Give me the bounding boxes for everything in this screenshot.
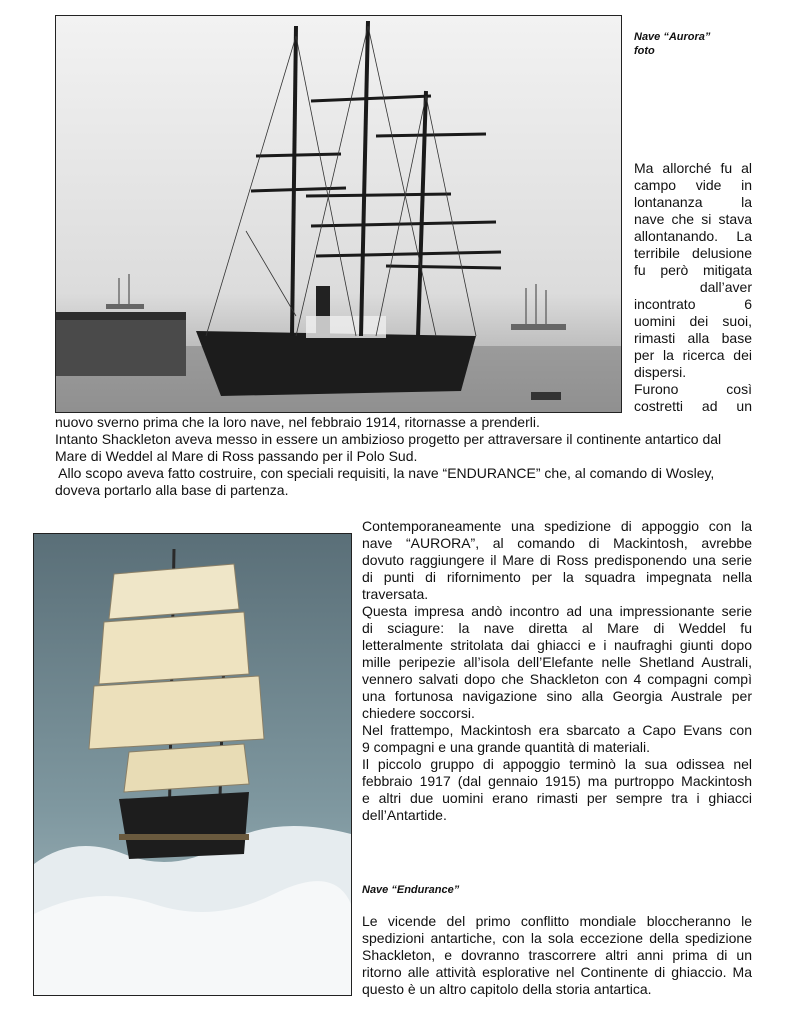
column-line: febbraio 1917 (dal gennaio 1915) ma purtroppo Mackintosh — [362, 773, 752, 789]
side-line: Ma allorché fu al — [634, 160, 752, 176]
paragraph-line: Allo scopo aveva fatto costruire, con speciali requisiti, la nave “ENDURANCE” che, al comando di Wosley, — [55, 465, 715, 481]
column-line: chiedere soccorsi. — [362, 705, 475, 721]
side-line: Furono così — [634, 381, 752, 397]
column-line: di sciagure: la nave diretta al Mare di Weddel fu — [362, 620, 752, 636]
side-line: incontrato 6 — [634, 296, 752, 312]
paragraph-line: nuovo sverno prima che la loro nave, nel febbraio 1914, ritornasse a prenderli. — [55, 414, 540, 430]
paragraph-line: Intanto Shackleton aveva messo in essere un ambizioso progetto per attraversare il continente antartico dal — [55, 431, 722, 447]
column-line: e altri due uomini erano rimasti per sempre tra i ghiacci — [362, 790, 752, 806]
side-line: costretti ad un — [634, 398, 752, 414]
column-line: Il piccolo gruppo di appoggio terminò la sua odissea nel — [362, 756, 752, 772]
column-line: letteralmente stritolata dai ghiacci e i naufraghi giunti dopo — [362, 637, 752, 653]
column-line: Shackleton, e dovranno trascorrere altri anni prima di un — [362, 947, 752, 963]
column-line: spedizioni antartiche, con la sola eccezione della spedizione — [362, 930, 752, 946]
full-width-paragraph — [55, 414, 755, 499]
right-text-column — [362, 518, 752, 824]
aurora-ship-photo — [55, 15, 622, 413]
aurora-caption-subtitle: foto — [634, 45, 655, 57]
column-line: Le vicende del primo conflitto mondiale bloccheranno le — [362, 913, 752, 929]
paragraph-line: doveva portarlo alla base di partenza. — [55, 482, 289, 498]
column-line: di punti di rifornimento per la squadra impegnata nella — [362, 569, 752, 585]
side-line: campo vide in — [634, 177, 752, 193]
column-line: mille peripezie all’isola dell’Elefante nelle Shetland Australi, — [362, 654, 752, 670]
side-line: uomini dei suoi, — [634, 313, 752, 329]
endurance-photo-caption: Nave “Endurance” — [362, 884, 460, 896]
side-line: allontanando. La — [634, 228, 752, 244]
column-line: traversata. — [362, 586, 429, 602]
column-line: 9 compagni e una grande quantità di materiali. — [362, 739, 650, 755]
side-line: dall’aver — [699, 279, 752, 295]
side-line: fu però mitigata — [634, 262, 752, 278]
aurora-photo-caption — [634, 30, 774, 58]
side-text-column — [634, 160, 752, 415]
column-line: nave “AURORA”, al comando di Mackintosh, avrebbe — [362, 535, 752, 551]
side-line: rimasti alla base — [634, 330, 752, 346]
bottom-text-column — [362, 913, 752, 998]
paragraph-line: Mare di Weddel al Mare di Ross passando per il Polo Sud. — [55, 448, 418, 464]
endurance-photo-drawing — [34, 534, 351, 995]
column-line: questo è un altro capitolo della storia antartica. — [362, 981, 652, 997]
column-line: una fortunosa navigazione sino alla Georgia Australe per — [362, 688, 752, 704]
column-line: dovuto raggiungere il Mare di Ross predisponendo una serie — [362, 552, 752, 568]
side-line: per la ricerca dei — [634, 347, 752, 363]
endurance-ship-photo — [33, 533, 352, 996]
column-line: Nel frattempo, Mackintosh era sbarcato a Capo Evans con — [362, 722, 752, 738]
column-line: dell’Antartide. — [362, 807, 447, 823]
side-line: nave che si stava — [634, 211, 752, 227]
side-line: dispersi. — [634, 364, 687, 380]
column-line: Questa impresa andò incontro ad una impressionante serie — [362, 603, 752, 619]
column-line: vennero salvati dopo che Shackleton con 4 compagni compì — [362, 671, 752, 687]
side-line: lontananza la — [634, 194, 752, 210]
side-line: terribile delusione — [634, 245, 752, 261]
column-line: ritorno alle attività esplorative nel Continente di ghiaccio. Ma — [362, 964, 752, 980]
column-line: Contemporaneamente una spedizione di appoggio con la — [362, 518, 752, 534]
aurora-photo-drawing — [56, 16, 621, 412]
aurora-caption-title: Nave “Aurora” — [634, 31, 711, 43]
